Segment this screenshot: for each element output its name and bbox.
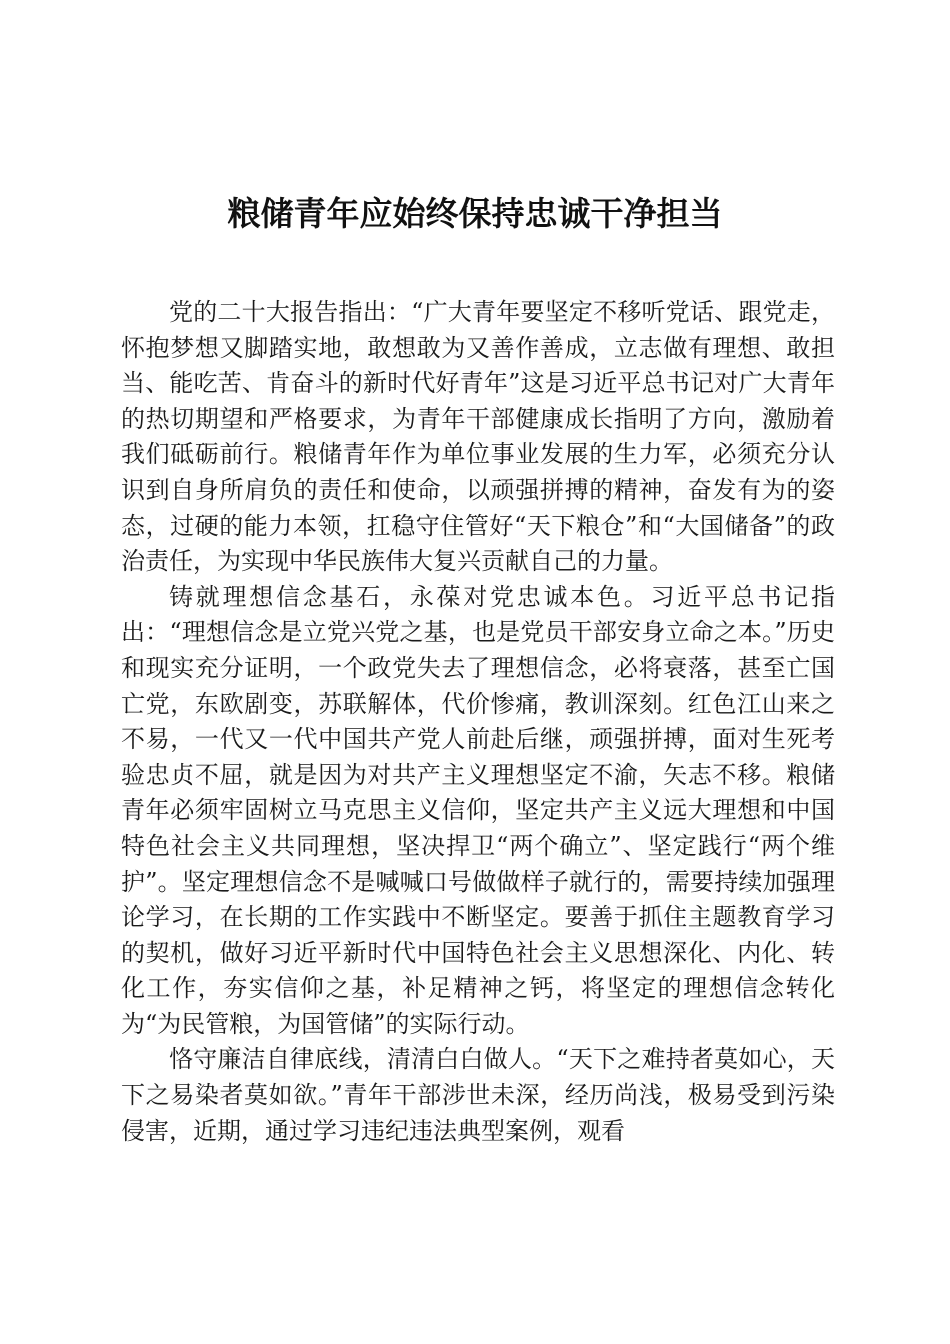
document-title: 粮储青年应始终保持忠诚干净担当 [227, 194, 723, 233]
document-body [121, 295, 835, 1149]
paragraph: 党的二十大报告指出：“广大青年要坚定不移听党话、跟党走，怀抱梦想又脚踏实地，敢想敢为又善作善成，立志做有理想、敢担当、能吃苦、肯奋斗的新时代好青年”这是习近平总书记对广大青年的热切期望和严格要求，为青年干部健康成长指明了方向，激励着我们砥砺前行。粮储青年作为单位事业发展的生力军，必须充分认识到自身所肩负的责任和使命，以顽强拼搏的精神，奋发有为的姿态，过硬的能力本领，扛稳守住管好“天下粮仓”和“大国储备”的政治责任，为实现中华民族伟大复兴贡献自己的力量。 [121, 298, 835, 576]
paragraph: 恪守廉洁自律底线，清清白白做人。“天下之难持者莫如心，天下之易染者莫如欲。”青年干部涉世未深，经历尚浅，极易受到污染侵害，近期，通过学习违纪违法典型案例，观看 [121, 1045, 835, 1145]
paragraph: 铸就理想信念基石，永葆对党忠诚本色。习近平总书记指出：“理想信念是立党兴党之基，也是党员干部安身立命之本。”历史和现实充分证明，一个政党失去了理想信念，必将衰落，甚至亡国亡党，东欧剧变，苏联解体，代价惨痛，教训深刻。红色江山来之不易，一代又一代中国共产党人前赴后继，顽强拼搏，面对生死考验忠贞不屈，就是因为对共产主义理想坚定不渝，矢志不移。粮储青年必须牢固树立马克思主义信仰，坚定共产主义远大理想和中国特色社会主义共同理想，坚决捍卫“两个确立”、坚定践行“两个维护”。坚定理想信念不是喊喊口号做做样子就行的，需要持续加强理论学习，在长期的工作实践中不断坚定。要善于抓住主题教育学习的契机，做好习近平新时代中国特色社会主义思想深化、内化、转化工作，夯实信仰之基，补足精神之钙，将坚定的理想信念转化为“为民管粮，为国管储”的实际行动。 [121, 582, 835, 1038]
